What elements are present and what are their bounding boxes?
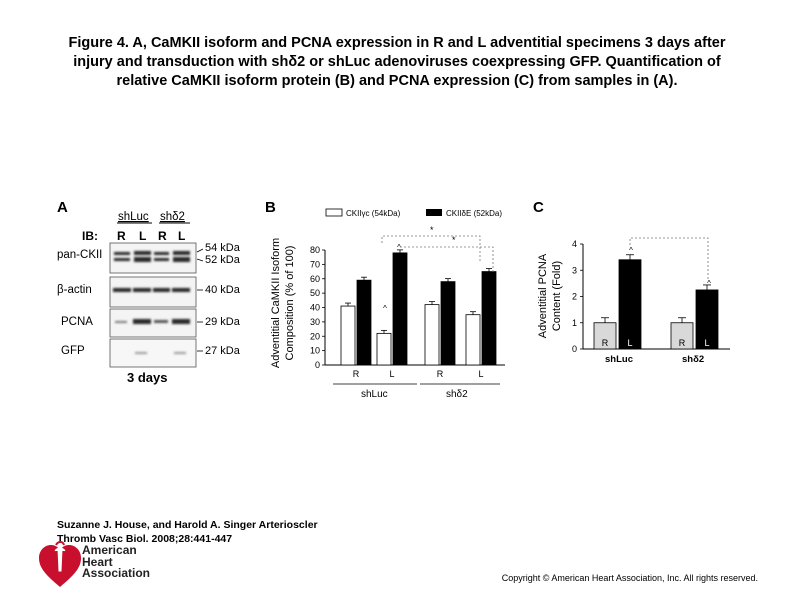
logo-line: Association	[82, 566, 151, 580]
bar	[619, 260, 641, 349]
group-label: shδ2	[682, 354, 705, 365]
y-axis-label: Content (Fold)	[551, 260, 563, 332]
group-label-shluc: shLuc	[118, 211, 149, 223]
citation-line: Suzanne J. House, and Harold A. Singer Arterioscler	[57, 519, 318, 531]
y-axis-label: Adventitial CaMKII Isoform	[270, 237, 282, 369]
caption-line: injury and transduction with shδ2 or shLuc adenoviruses coexpressing GFP. Quantification of	[73, 54, 721, 70]
panel-c-chart	[533, 199, 730, 365]
caption-line: relative CaMKII isoform protein (B) and PCNA expression (C) from samples in (A).	[116, 73, 678, 89]
x-tick-label: L	[704, 338, 710, 348]
row-label: pan-CKII	[57, 249, 103, 261]
row-label: β-actin	[57, 284, 92, 296]
lane-label: L	[178, 229, 186, 243]
sig-caret: ^	[397, 243, 401, 252]
y-tick-label: 1	[571, 317, 577, 328]
citation-line: Thromb Vasc Biol. 2008;28:441-447	[57, 533, 233, 545]
sig-star: *	[430, 225, 434, 235]
x-tick-label: L	[627, 338, 633, 348]
kda-label: 40 kDa	[205, 284, 240, 296]
sig-star: *	[452, 235, 456, 245]
x-tick-label: R	[352, 369, 360, 379]
y-tick-label: 50	[309, 288, 320, 299]
bar	[482, 272, 496, 365]
sig-caret: ^	[707, 279, 711, 288]
y-tick-label: 0	[571, 344, 577, 354]
group-label-shd2: shδ2	[160, 211, 185, 223]
y-tick-label: 10	[309, 345, 320, 356]
legend-label: CKIIγc (54kDa)	[346, 209, 401, 218]
panel-b-label: B	[265, 199, 276, 216]
bar	[393, 253, 407, 365]
logo-line: Heart	[82, 554, 113, 569]
kda-label: 27 kDa	[205, 345, 240, 357]
y-tick-label: 3	[571, 265, 577, 276]
row-label: GFP	[61, 345, 85, 357]
y-tick-label: 0	[314, 360, 320, 370]
group-label: shLuc	[361, 389, 388, 400]
legend-label: CKIIδE (52kDa)	[446, 209, 503, 218]
y-axis-label: Adventitial PCNA	[537, 253, 549, 339]
logo-line: American	[82, 543, 137, 557]
lane-label: L	[139, 229, 147, 243]
group-label: shδ2	[446, 389, 468, 400]
bar	[341, 306, 355, 365]
x-tick-label: R	[601, 338, 609, 348]
kda-label: 29 kDa	[205, 316, 240, 328]
bar	[441, 282, 455, 365]
caption-line: Figure 4. A, CaMKII isoform and PCNA expression in R and L adventitial specimens 3 days after	[68, 35, 726, 51]
y-tick-label: 70	[309, 259, 320, 270]
x-tick-label: R	[436, 369, 444, 379]
sig-caret: ^	[383, 304, 387, 313]
aha-wordmark	[82, 545, 150, 580]
sig-bracket	[630, 238, 708, 281]
time-label: 3 days	[127, 370, 168, 385]
bar	[466, 315, 480, 365]
bar	[357, 280, 371, 365]
sig-caret: ^	[629, 246, 633, 255]
legend-swatch-white	[326, 209, 342, 216]
lane-label: R	[158, 229, 167, 243]
kda-label: 54 kDa	[205, 242, 240, 254]
panel-c-label: C	[533, 199, 544, 216]
lane-label: R	[117, 229, 126, 243]
ib-label: IB:	[82, 229, 98, 243]
y-tick-label: 60	[309, 273, 320, 284]
panel-b-chart	[265, 199, 505, 400]
kda-label: 52 kDa	[205, 254, 240, 266]
panel-a	[57, 199, 241, 385]
sig-bracket	[400, 247, 493, 272]
row-label: PCNA	[61, 316, 93, 328]
copyright: Copyright © American Heart Association, Inc. All rights reserved.	[501, 573, 758, 583]
panel-a-label: A	[57, 199, 68, 216]
y-tick-label: 2	[571, 291, 577, 302]
x-tick-label: L	[478, 369, 484, 379]
x-tick-label: L	[389, 369, 395, 379]
legend-swatch-black	[426, 209, 442, 216]
y-tick-label: 4	[571, 239, 577, 249]
y-tick-label: 30	[309, 316, 320, 327]
group-label: shLuc	[605, 354, 633, 365]
y-tick-label: 40	[309, 302, 320, 313]
x-tick-label: R	[678, 338, 686, 348]
y-tick-label: 20	[309, 331, 320, 342]
y-axis-label: Composition (% of 100)	[284, 245, 296, 361]
bar	[377, 333, 391, 365]
y-tick-label: 80	[309, 245, 320, 255]
bar	[425, 305, 439, 365]
